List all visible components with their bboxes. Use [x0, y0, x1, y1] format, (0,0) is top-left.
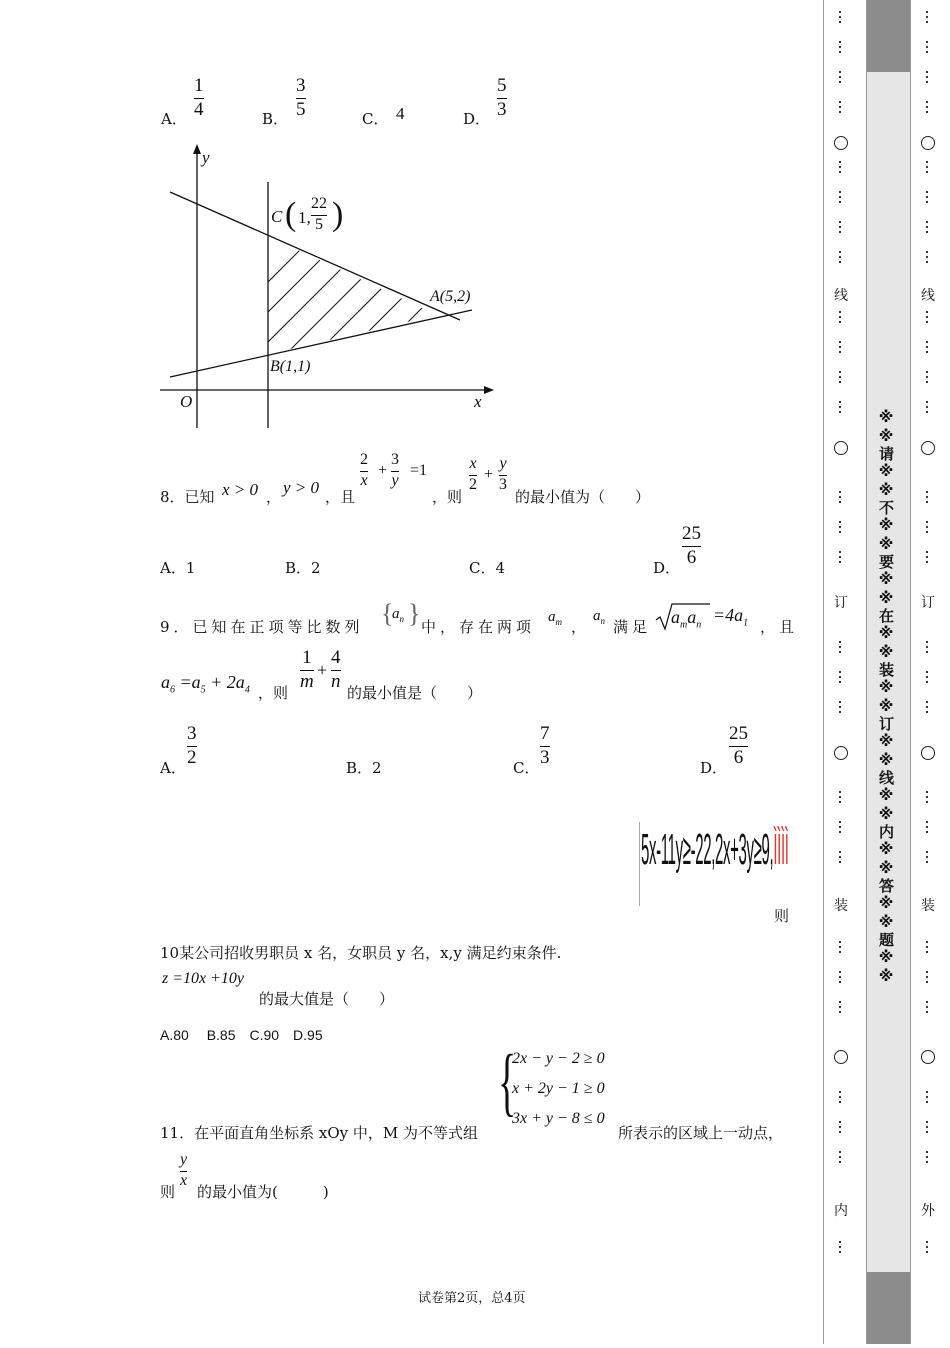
- frac-den: x: [360, 471, 368, 489]
- point-b-label: B(1,1): [270, 358, 311, 375]
- outer-wai-label: 外: [921, 1203, 935, 1219]
- frac-num: 25: [682, 523, 701, 544]
- frac-den: n: [331, 670, 341, 692]
- q7-option-c-label: C．: [362, 110, 389, 128]
- q10-line1: 10某公司招收男职员 x 名，女职员 y 名，x,y 满足约束条件.: [160, 944, 562, 962]
- q8-cond-y: y > 0: [283, 478, 320, 497]
- seal-warning-text: ※※请※※不※※要※※在※※装※※订※※线※※内※※答※※题※※: [877, 408, 895, 986]
- frac-num: 3: [187, 723, 197, 744]
- q8-cond-x: x > 0: [222, 480, 259, 499]
- q7-option-c-value: 4: [396, 104, 405, 123]
- q9-am: $a_m$: [548, 609, 562, 627]
- q10-line2: 的最大值是（ ）: [259, 990, 395, 1008]
- q11-tail: 的最小值为( ): [197, 1183, 329, 1201]
- frac-num: 2: [360, 451, 368, 468]
- q9-satisfy: 满足: [613, 618, 652, 636]
- point-c-right-paren: ): [332, 196, 344, 233]
- point-c-y-fraction: [311, 196, 327, 234]
- q9-middle: 中，存在两项: [421, 618, 536, 636]
- frac-num: 1: [302, 647, 312, 668]
- frac-den: 4: [194, 98, 204, 120]
- seal-bottom-block: [866, 1272, 910, 1344]
- q9-option-b: B．2: [346, 759, 382, 777]
- q9-sqrt-content: $a_ma_n$: [671, 607, 702, 631]
- q8-comma: ，: [266, 488, 282, 506]
- point-a-label: A(5,2): [430, 288, 471, 305]
- outer-ding-label: 订: [921, 595, 935, 611]
- binding-hole-icon: [834, 1050, 848, 1064]
- outer-zhuang-label: 装: [921, 898, 935, 914]
- binding-hole-icon: [921, 441, 935, 455]
- q11-fraction: [180, 1152, 187, 1190]
- frac-num: 4: [331, 647, 341, 668]
- plus-sign: +: [317, 660, 328, 680]
- binding-hole-icon: [921, 1050, 935, 1064]
- point-c-label: C: [271, 207, 283, 226]
- inner-nei-label: 内: [834, 1203, 848, 1219]
- q11-system-line-1: 2x − y − 2 ≥ 0: [512, 1050, 605, 1067]
- garbled-formula-tail: ÌÌÌÌ: [773, 825, 789, 874]
- inner-rail: [836, 0, 844, 1348]
- q7-option-a-label: A．: [161, 110, 187, 128]
- q7-option-b-label: B．: [262, 110, 289, 128]
- q9-seq-right-brace: }: [408, 599, 421, 628]
- graph-y-label: y: [202, 148, 210, 167]
- q11-then: 则: [160, 1183, 176, 1201]
- inner-ding-label: 订: [834, 595, 848, 611]
- frac-den: 6: [733, 746, 744, 768]
- q8-option-d-label: D．: [653, 559, 681, 577]
- frac-den: 2: [469, 475, 477, 493]
- point-c-coord-x: 1,: [298, 208, 311, 227]
- frac-den: 6: [686, 546, 697, 568]
- frac-num: 7: [540, 723, 550, 744]
- frac-den: m: [300, 670, 314, 692]
- q9-comma: ，: [571, 618, 587, 636]
- q9-frac-1: [300, 648, 314, 692]
- q7-option-d-label: D．: [463, 110, 491, 128]
- q9-option-d-fraction: [729, 724, 748, 768]
- q9-seq-left-brace: {: [381, 599, 394, 628]
- frac-num: 1: [194, 75, 204, 96]
- binding-hole-icon: [921, 746, 935, 760]
- binding-hole-icon: [834, 136, 848, 150]
- binding-inner-edge: [823, 0, 824, 1344]
- graph-origin-label: O: [180, 392, 193, 411]
- q8-then: ，则: [432, 488, 463, 506]
- q8-eq-rhs: =1: [410, 462, 428, 479]
- q8-eq-frac-2: [391, 452, 399, 490]
- binding-hole-icon: [921, 136, 935, 150]
- q9-frac-2: [331, 648, 341, 692]
- frac-den: y: [391, 471, 399, 489]
- frac-num: 22: [311, 195, 327, 212]
- q9-option-c-label: C．: [513, 759, 540, 777]
- q11-suffix: 所表示的区域上一动点，: [618, 1124, 784, 1142]
- q10-formula: z =10x +10y: [162, 970, 245, 987]
- q7-option-d-fraction: [497, 76, 507, 120]
- binding-hole-icon: [834, 746, 848, 760]
- dotted-rail-icon: [836, 0, 844, 1344]
- x-axis-arrow-icon: [484, 386, 494, 394]
- q8-option-a: A．1: [160, 559, 196, 577]
- q9-an: $a_n$: [593, 608, 605, 626]
- q8-prefix: 8．已知: [160, 488, 215, 506]
- inner-line-label: 线: [834, 288, 848, 304]
- q7-option-b-fraction: [296, 76, 306, 120]
- frac-den: 5: [296, 98, 306, 120]
- q11-system-brace: {: [498, 1040, 517, 1124]
- frac-num: y: [180, 1151, 188, 1168]
- q9-then: ，则: [258, 684, 289, 702]
- frac-num: x: [469, 455, 477, 472]
- q9-line2-eq: $a_6 =a_5 + 2a_4$: [161, 672, 250, 696]
- q9-eq: $=4a_1$: [713, 605, 749, 629]
- inner-zhuang-label: 装: [834, 898, 848, 914]
- point-c-left-paren: (: [285, 196, 297, 233]
- seal-top-block: [866, 0, 910, 72]
- q8-option-b: B．2: [285, 559, 321, 577]
- plus-sign: +: [378, 462, 388, 479]
- q8-expr-frac-2: [499, 456, 507, 494]
- q11-system-line-3: 3x + y − 8 ≤ 0: [512, 1110, 605, 1127]
- q11-system-line-2: x + 2y − 1 ≥ 0: [512, 1080, 605, 1097]
- y-axis-arrow-icon: [193, 144, 201, 154]
- plus-sign: +: [484, 466, 494, 483]
- q9-option-a-label: A．: [160, 759, 186, 777]
- q7-option-a-fraction: [194, 76, 204, 120]
- q8-expr-frac-1: [469, 456, 477, 494]
- frac-num: 5: [497, 75, 507, 96]
- frac-den: 3: [499, 475, 507, 493]
- frac-num: 3: [391, 451, 399, 468]
- page-footer: 试卷第2页，总4页: [418, 1291, 526, 1306]
- q9-option-c-fraction: [540, 724, 550, 768]
- q8-option-d-fraction: [682, 524, 701, 568]
- binding-hole-icon: [834, 441, 848, 455]
- frac-den: 2: [187, 746, 197, 768]
- frac-den: 5: [315, 215, 323, 233]
- outer-line-label: 线: [921, 288, 935, 304]
- q9-option-d-label: D．: [700, 759, 728, 777]
- q9-prefix: 9．已知在正项等比数列: [160, 618, 364, 636]
- q8-option-c: C．4: [469, 559, 506, 577]
- frac-num: y: [499, 455, 507, 472]
- frac-num: 25: [729, 723, 748, 744]
- q9-seq: $a_n$: [392, 606, 404, 624]
- garbled-formula: 5x-11y≥-22,2x+3y≥9,ÌÌÌÌ: [641, 825, 789, 874]
- seal-band-right-edge: [910, 0, 911, 1344]
- q10-options: A.80 B.85 C.90 D.95: [160, 1027, 323, 1043]
- q9-and: ，且: [760, 618, 799, 636]
- q9-option-a-fraction: [187, 724, 197, 768]
- seal-band-left-edge: [866, 0, 867, 1344]
- frac-den: 3: [497, 98, 507, 120]
- q8-suffix: 的最小值为（ ）: [515, 488, 651, 506]
- frac-den: x: [180, 1171, 188, 1189]
- frac-den: 3: [540, 746, 550, 768]
- garbled-then: 则: [774, 907, 790, 925]
- q9-suffix: 的最小值是（ ）: [347, 684, 483, 702]
- dotted-rail-icon: [923, 0, 931, 1344]
- graph-x-label: x: [474, 392, 482, 411]
- q8-and: ，且: [325, 488, 356, 506]
- line-through-b-a: [170, 310, 472, 377]
- q11-prefix: 11．在平面直角坐标系 xOy 中，M 为不等式组: [160, 1124, 478, 1142]
- outer-rail: [923, 0, 931, 1348]
- frac-num: 3: [296, 75, 306, 96]
- q8-eq-frac-1: [360, 452, 368, 490]
